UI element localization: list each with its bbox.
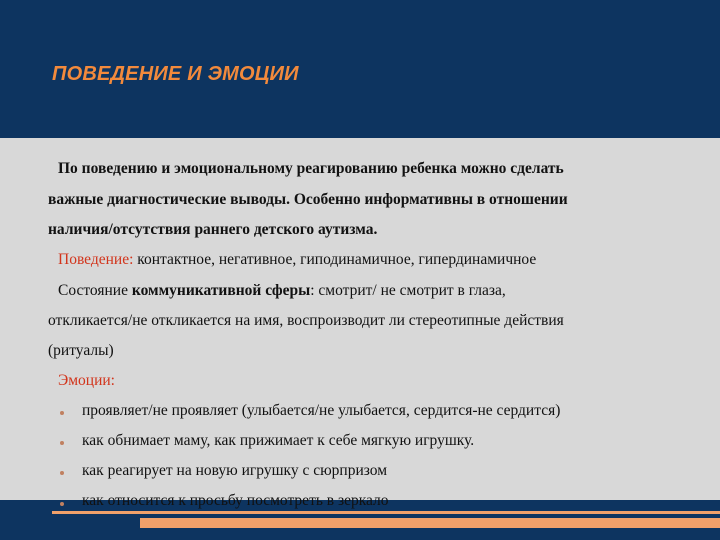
emotion-item-1: проявляет/не проявляет (улыбается/не улыбается, сердится-не сердится) <box>82 402 561 419</box>
intro-line-3: наличия/отсутствия раннего детского аутизма. <box>48 221 378 238</box>
accent-bar-bottom <box>140 518 720 528</box>
communication-line-3: (ритуалы) <box>48 342 114 359</box>
emotion-item-3: как реагирует на новую игрушку с сюрпризом <box>82 462 388 479</box>
bullet-icon <box>60 441 64 445</box>
communication-line-2: откликается/не откликается на имя, воспроизводит ли стереотипные действия <box>48 312 564 329</box>
accent-bar <box>52 511 720 514</box>
emotions-label: Эмоции: <box>58 372 115 389</box>
bullet-icon <box>60 471 64 475</box>
communication-prefix: Состояние <box>58 282 132 299</box>
intro-line-1: По поведению и эмоциональному реагированию ребенка можно сделать <box>58 160 564 177</box>
emotion-item-2: как обнимает маму, как прижимает к себе мягкую игрушку. <box>82 432 475 449</box>
communication-rest: : смотрит/ не смотрит в глаза, <box>310 282 506 299</box>
slide-title: ПОВЕДЕНИЕ И ЭМОЦИИ <box>52 63 299 85</box>
communication-line-1 <box>58 282 506 300</box>
communication-label: коммуникативной сферы <box>131 282 311 299</box>
behavior-text: контактное, негативное, гиподинамичное, гипердинамичное <box>133 251 537 268</box>
bullet-icon <box>60 502 64 506</box>
bullet-icon <box>60 411 64 415</box>
intro-line-2: важные диагностические выводы. Особенно информативны в отношении <box>48 191 568 208</box>
behavior-line <box>58 251 536 269</box>
emotion-item-4: как относится к просьбу посмотреть в зеркало <box>82 492 389 509</box>
behavior-label: Поведение: <box>58 251 134 268</box>
